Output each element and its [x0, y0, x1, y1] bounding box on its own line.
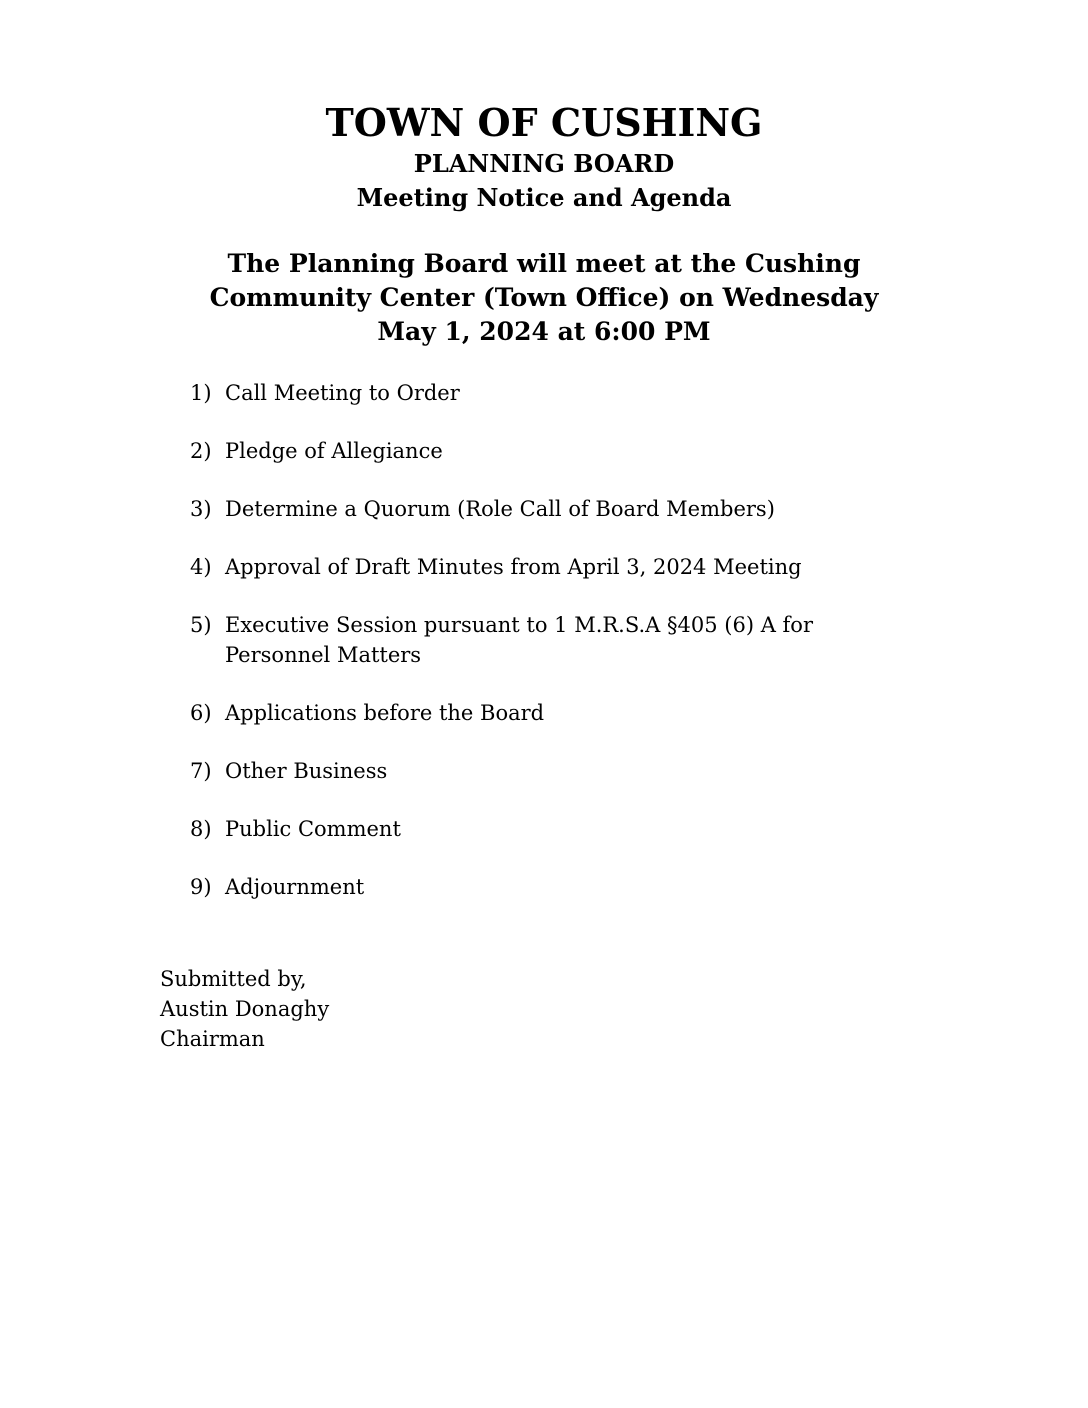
agenda-item-text: Applications before the Board	[225, 701, 545, 725]
document-title: TOWN OF CUSHING	[325, 100, 763, 145]
agenda-item	[190, 872, 990, 902]
agenda-item-text: Call Meeting to Order	[225, 381, 460, 405]
notice-line: Community Center (Town Office) on Wednesday	[209, 283, 879, 312]
agenda-item-number: 9)	[190, 875, 212, 899]
agenda-item	[190, 378, 990, 408]
agenda-item	[190, 436, 990, 466]
board-name: PLANNING BOARD	[413, 149, 675, 178]
agenda-item-text: Other Business	[225, 759, 388, 783]
agenda-item-text: Approval of Draft Minutes from April 3, 2024 Meeting	[225, 555, 802, 579]
submitted-by-label: Submitted by,	[160, 967, 307, 991]
signature-block	[160, 964, 329, 1054]
agenda-list	[190, 378, 990, 930]
agenda-item	[190, 494, 990, 524]
document-type: Meeting Notice and Agenda	[356, 183, 732, 212]
agenda-item-number: 8)	[190, 817, 212, 841]
agenda-item	[190, 610, 990, 670]
signer-name: Austin Donaghy	[160, 997, 330, 1021]
agenda-item-text: Adjournment	[225, 875, 365, 899]
notice-line: May 1, 2024 at 6:00 PM	[377, 317, 711, 346]
signer-role: Chairman	[160, 1027, 265, 1051]
agenda-item-number: 4)	[190, 555, 212, 579]
agenda-item	[190, 814, 990, 844]
agenda-item-number: 6)	[190, 701, 212, 725]
meeting-notice	[0, 247, 1088, 349]
agenda-item-text: Determine a Quorum (Role Call of Board Members)	[225, 497, 775, 521]
agenda-item-number: 5)	[190, 613, 212, 637]
agenda-item-number: 3)	[190, 497, 212, 521]
agenda-item-text: Public Comment	[225, 817, 401, 841]
agenda-item-number: 2)	[190, 439, 212, 463]
notice-line: The Planning Board will meet at the Cushing	[227, 249, 861, 278]
agenda-item-text: Executive Session pursuant to 1 M.R.S.A §405 (6) A for Personnel Matters	[225, 613, 813, 667]
agenda-item	[190, 552, 990, 582]
agenda-item-number: 7)	[190, 759, 212, 783]
agenda-item	[190, 698, 990, 728]
agenda-item-number: 1)	[190, 381, 212, 405]
agenda-item	[190, 756, 990, 786]
agenda-item-text: Pledge of Allegiance	[225, 439, 443, 463]
